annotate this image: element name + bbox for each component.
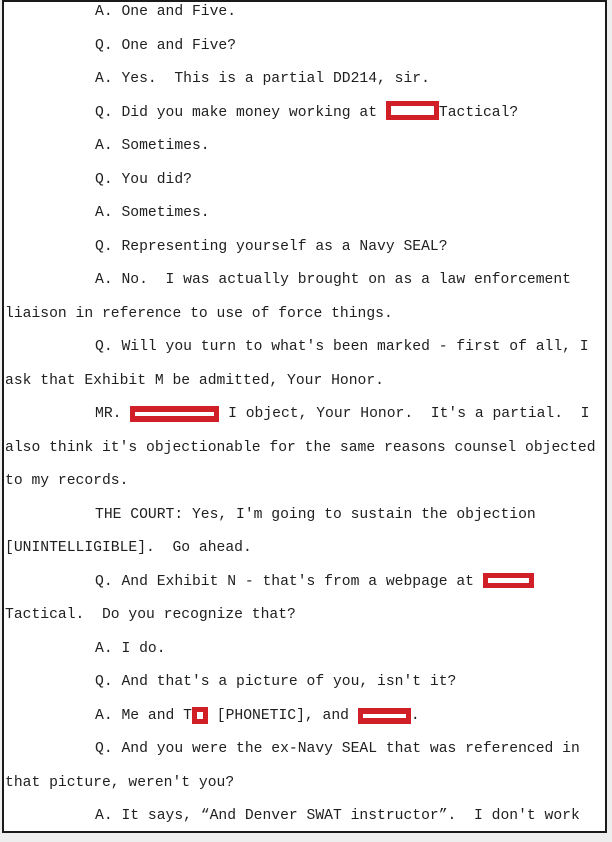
transcript-line: [5, 499, 605, 533]
transcript-line: [5, 164, 605, 198]
transcript-line: [5, 130, 605, 164]
transcript-text: .: [410, 707, 420, 724]
redaction-box: [483, 573, 534, 588]
transcript-line: [5, 298, 605, 332]
transcript-line: [5, 700, 605, 734]
transcript-text: Tactical?: [438, 104, 519, 121]
transcript-text: Q. Did you make money working at: [95, 104, 386, 121]
transcript-line: [5, 733, 605, 767]
transcript-text: to my records.: [5, 473, 129, 489]
transcript-text: Q. And you were the ex-Navy SEAL that was referenced in: [95, 741, 580, 757]
transcript-text: MR.: [95, 406, 131, 422]
transcript-text: Q. Will you turn to what's been marked - first of all, I: [95, 339, 589, 355]
redaction-box: [386, 101, 439, 120]
transcript-line: [5, 331, 605, 365]
transcript-text: Q. One and Five?: [95, 37, 237, 54]
redaction-box: [358, 708, 411, 724]
transcript-text: A. Sometimes.: [95, 205, 210, 221]
transcript-text: liaison in reference to use of force things.: [5, 305, 393, 322]
transcript-text: Q. Representing yourself as a Navy SEAL?: [95, 238, 448, 255]
transcript-line: [5, 63, 605, 97]
transcript-line: [5, 432, 605, 466]
transcript-text: ask that Exhibit M be admitted, Your Honor.: [5, 372, 384, 389]
transcript-text: [PHONETIC], and: [207, 707, 358, 724]
transcript-text: A. One and Five.: [95, 4, 237, 20]
transcript-line: [5, 800, 605, 833]
transcript-page: [2, 0, 607, 833]
transcript-line: [5, 633, 605, 667]
transcript: [4, 0, 605, 833]
transcript-line: [5, 197, 605, 231]
transcript-text: Q. And that's a picture of you, isn't it?: [95, 674, 457, 690]
transcript-text: that picture, weren't you?: [5, 774, 235, 791]
transcript-text: A. Me and T: [95, 707, 192, 724]
transcript-line: [5, 532, 605, 566]
redaction-box: [192, 707, 208, 724]
transcript-line: [5, 566, 605, 600]
transcript-text: A. It says, “And Denver SWAT instructor”. I don't work: [95, 808, 580, 824]
transcript-line: [5, 365, 605, 399]
transcript-text: Q. And Exhibit N - that's from a webpage at: [95, 573, 483, 590]
transcript-line: [5, 767, 605, 801]
transcript-line: [5, 465, 605, 499]
transcript-line: [5, 231, 605, 265]
transcript-line: [5, 30, 605, 64]
transcript-text: A. I do.: [95, 640, 166, 657]
transcript-text: THE COURT: Yes, I'm going to sustain the objection: [95, 506, 536, 523]
transcript-line: [5, 398, 605, 432]
transcript-text: also think it's objectionable for the same reasons counsel objected: [5, 439, 596, 456]
transcript-line: [5, 666, 605, 700]
transcript-line: [5, 599, 605, 633]
transcript-text: [UNINTELLIGIBLE]. Go ahead.: [5, 540, 252, 556]
transcript-text: Q. You did?: [95, 171, 192, 188]
transcript-text: Tactical. Do you recognize that?: [5, 607, 296, 623]
redaction-box: [130, 406, 219, 422]
transcript-text: A. No. I was actually brought on as a law enforcement: [95, 272, 571, 288]
transcript-line: [5, 97, 605, 131]
transcript-text: I object, Your Honor. It's a partial. I: [219, 406, 590, 422]
transcript-text: A. Sometimes.: [95, 138, 210, 154]
transcript-line: [5, 0, 605, 30]
transcript-text: A. Yes. This is a partial DD214, sir.: [95, 71, 430, 87]
transcript-line: [5, 264, 605, 298]
